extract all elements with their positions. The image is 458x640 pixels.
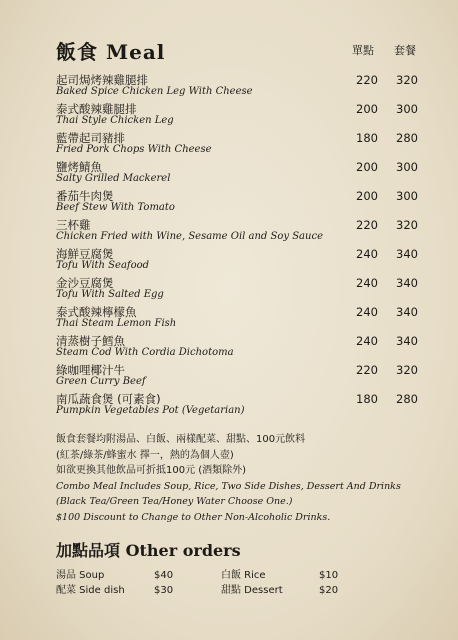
menu-item (56, 275, 426, 304)
menu-item (56, 217, 426, 246)
note-line: Combo Meal Includes Soup, Rice, Two Side Dishes, Dessert And Drinks (56, 480, 401, 492)
item-name-en: Baked Spice Chicken Leg With Cheese (56, 86, 253, 97)
item-price-set: 340 (396, 247, 418, 261)
addon-item (221, 566, 338, 581)
menu-item (56, 246, 426, 275)
column-header-set: 套餐 (394, 44, 416, 57)
addon-section-title: 加點品項 Other orders (56, 541, 241, 560)
menu-item (56, 101, 426, 130)
menu-item-list (56, 72, 426, 420)
item-name-zh: 綠咖哩椰汁牛 (56, 363, 125, 377)
item-price-single: 220 (356, 73, 378, 87)
item-price-set: 300 (396, 189, 418, 203)
item-price-set: 280 (396, 131, 418, 145)
item-name-en: Salty Grilled Mackerel (56, 173, 171, 184)
item-name-zh: 泰式酸辣檸檬魚 (56, 305, 137, 319)
item-name-zh: 海鮮豆腐煲 (56, 247, 114, 261)
addon-item (56, 581, 173, 596)
note-line: (Black Tea/Green Tea/Honey Water Choose One.) (56, 496, 293, 507)
item-name-zh: 三杯雞 (56, 218, 91, 232)
addon-price: $20 (319, 585, 339, 596)
addon-item (221, 581, 338, 596)
note-line: 如欲更換其他飲品可折抵100元 (酒類除外) (56, 465, 247, 476)
item-price-single: 240 (356, 305, 378, 319)
item-name-zh: 鹽烤鯖魚 (56, 160, 102, 174)
menu-item (56, 72, 426, 101)
item-name-en: Thai Style Chicken Leg (56, 115, 174, 126)
addon-price: $30 (154, 585, 174, 596)
item-price-single: 180 (356, 131, 378, 145)
item-name-zh: 南瓜蔬食煲 (可素食) (56, 392, 161, 406)
addon-item (56, 566, 173, 581)
item-price-set: 300 (396, 160, 418, 174)
item-price-set: 340 (396, 305, 418, 319)
note-line: 飯食套餐均附湯品、白飯、兩樣配菜、甜點、100元飲料 (56, 434, 306, 445)
item-name-zh: 金沙豆腐煲 (56, 276, 114, 290)
addon-row (56, 566, 396, 581)
item-price-single: 240 (356, 276, 378, 290)
item-name-en: Thai Steam Lemon Fish (56, 318, 177, 329)
item-price-single: 240 (356, 247, 378, 261)
addon-row (56, 581, 396, 596)
menu-item (56, 130, 426, 159)
item-price-single: 240 (356, 334, 378, 348)
menu-item (56, 188, 426, 217)
menu-item (56, 391, 426, 420)
item-price-single: 180 (356, 392, 378, 406)
item-price-set: 320 (396, 73, 418, 87)
column-header-single: 單點 (352, 44, 374, 57)
item-name-zh: 起司焗烤辣雞腿排 (56, 73, 148, 87)
item-name-en: Tofu With Salted Egg (56, 289, 164, 300)
item-price-set: 280 (396, 392, 418, 406)
item-price-single: 200 (356, 160, 378, 174)
addon-price: $40 (154, 570, 174, 581)
item-price-set: 340 (396, 334, 418, 348)
item-price-single: 220 (356, 363, 378, 377)
item-price-set: 340 (396, 276, 418, 290)
menu-item (56, 304, 426, 333)
addon-price: $10 (319, 570, 339, 581)
item-name-en: Steam Cod With Cordia Dichotoma (56, 347, 234, 358)
item-price-single: 220 (356, 218, 378, 232)
item-name-zh: 清蒸樹子鱈魚 (56, 334, 125, 348)
menu-item (56, 362, 426, 391)
item-name-en: Chicken Fried with Wine, Sesame Oil and Soy Sauce (56, 231, 323, 242)
addon-name: 配菜 Side dish (56, 585, 125, 596)
item-name-en: Fried Pork Chops With Cheese (56, 144, 212, 155)
addon-list (56, 566, 396, 596)
item-price-single: 200 (356, 102, 378, 116)
item-name-zh: 藍帶起司豬排 (56, 131, 125, 145)
note-line: (紅茶/綠茶/蜂蜜水 擇一，熱的為個人壺) (56, 449, 234, 461)
item-name-en: Pumpkin Vegetables Pot (Vegetarian) (56, 405, 245, 416)
item-price-set: 320 (396, 218, 418, 232)
set-meal-notes (56, 432, 426, 525)
addon-name: 白飯 Rice (221, 570, 266, 581)
item-name-en: Tofu With Seafood (56, 260, 150, 271)
item-price-set: 320 (396, 363, 418, 377)
item-price-set: 300 (396, 102, 418, 116)
item-name-zh: 泰式酸辣雞腿排 (56, 102, 137, 116)
item-name-en: Beef Stew With Tomato (56, 202, 175, 213)
menu-item (56, 333, 426, 362)
addon-name: 甜點 Dessert (221, 585, 283, 596)
note-line: $100 Discount to Change to Other Non-Alcoholic Drinks. (56, 511, 331, 523)
item-name-zh: 番茄牛肉煲 (56, 189, 114, 203)
addon-name: 湯品 Soup (56, 570, 105, 581)
item-price-single: 200 (356, 189, 378, 203)
menu-item (56, 159, 426, 188)
item-name-en: Green Curry Beef (56, 376, 146, 387)
menu-title: 飯食 Meal (56, 40, 166, 64)
